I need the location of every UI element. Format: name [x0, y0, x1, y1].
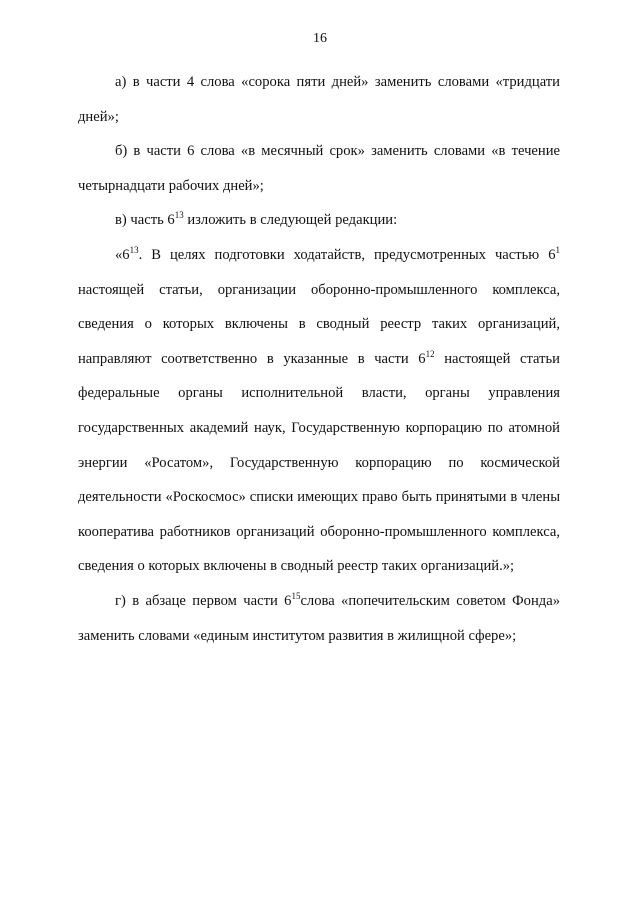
document-body: [78, 65, 560, 653]
quote-part-4: настоящей статьи федеральные органы исполнительной власти, органы управления государственных академий наук, Государственную корпорацию по атомной энергии «Росатом», Государственную корпорацию по космической деятельности «Роскосмос» списки имеющих право быть принятыми в члены кооператива работников организаций оборонно-промышленного комплекса, сведения о которых включены в сводный реестр таких организаций.»;: [78, 350, 560, 575]
quote-part-3: настоящей статьи, организации оборонно-промышленного комплекса, сведения о которых включены в сводный реестр таких организаций, направляют соответственно в указанные в части 6: [78, 281, 560, 367]
quoted-new-text-paragraph: [78, 238, 560, 584]
item-g-paragraph: [78, 584, 560, 653]
item-g-text-post: слова «попечительским советом Фонда» заменить словами «единым институтом развития в жилищной сфере»;: [78, 592, 560, 644]
quote-superscript-2: 1: [555, 244, 560, 255]
item-g-superscript: 15: [291, 590, 301, 601]
item-a-paragraph: а) в части 4 слова «сорока пяти дней» заменить словами «тридцати дней»;: [78, 74, 560, 125]
item-v-paragraph: [78, 203, 560, 238]
item-g-text-pre: г) в абзаце первом части 6: [115, 592, 292, 609]
item-b-paragraph: б) в части 6 слова «в месячный срок» заменить словами «в течение четырнадцати рабочих дней»;: [78, 143, 560, 194]
item-v-text-pre: в) часть 6: [115, 212, 175, 229]
quote-part-1: «6: [115, 246, 130, 263]
quote-part-2: . В целях подготовки ходатайств, предусмотренных частью 6: [138, 246, 556, 263]
page-number: 16: [313, 31, 327, 46]
item-v-superscript: 13: [174, 210, 184, 221]
quote-superscript-3: 12: [425, 348, 435, 359]
quote-superscript-1: 13: [129, 244, 139, 255]
item-v-text-post: изложить в следующей редакции:: [183, 212, 398, 229]
